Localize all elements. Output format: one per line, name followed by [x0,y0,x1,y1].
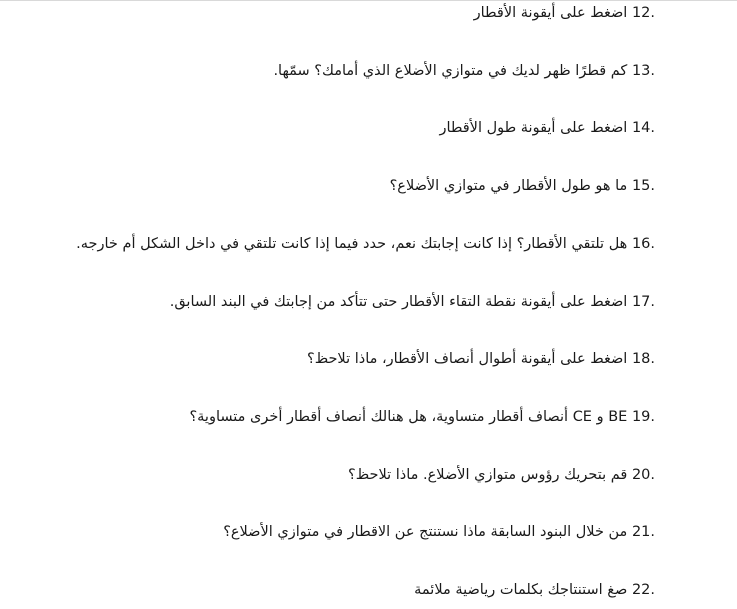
question-item-13 [273,59,655,83]
question-text: اضغط على أيقونة أطوال أنصاف الأقطار، ماذا تلاحظ؟ [307,351,628,367]
question-item-14 [439,116,655,140]
question-number: 19. [631,409,655,425]
question-number: 13. [631,63,655,79]
question-text: من خلال البنود السابقة ماذا نستنتج عن الاقطار في متوازي الأضلاع؟ [223,524,628,540]
question-text: BE و CE أنصاف أقطار متساوية، هل هنالك أنصاف أقطار أخرى متساوية؟ [189,409,628,425]
question-number: 16. [631,236,655,252]
question-item-16 [76,232,655,256]
question-item-21 [223,520,655,544]
question-number: 20. [631,467,655,483]
question-text: هل تلتقي الأقطار؟ إذا كانت إجابتك نعم، حدد فيما إذا كانت تلتقي في داخل الشكل أم خارجه. [76,236,628,252]
question-item-20 [348,463,655,487]
question-text: قم بتحريك رؤوس متوازي الأضلاع. ماذا تلاحظ؟ [348,467,628,483]
question-text: اضغط على أيقونة الأقطار [473,5,628,21]
question-number: 15. [631,178,655,194]
question-text: كم قطرًا ظهر لديك في متوازي الأضلاع الذي أمامك؟ سمّها. [273,63,628,79]
question-item-15 [390,174,655,198]
question-number: 12. [631,5,655,21]
question-item-12 [474,1,655,25]
question-item-18 [307,347,655,371]
question-number: 14. [631,120,655,136]
question-number: 18. [631,351,655,367]
question-number: 21. [631,524,655,540]
question-number: 17. [631,294,655,310]
question-item-17 [170,290,655,314]
question-text: ما هو طول الأقطار في متوازي الأضلاع؟ [389,178,628,194]
question-number: 22. [631,582,655,598]
question-text: اضغط على أيقونة نقطة التقاء الأقطار حتى تتأكد من إجابتك في البند السابق. [169,294,628,310]
question-text: صغ استنتاجك بكلمات رياضية ملائمة [414,582,628,598]
question-item-19 [189,405,655,429]
question-item-22 [414,578,655,602]
question-text: اضغط على أيقونة طول الأقطار [439,120,628,136]
